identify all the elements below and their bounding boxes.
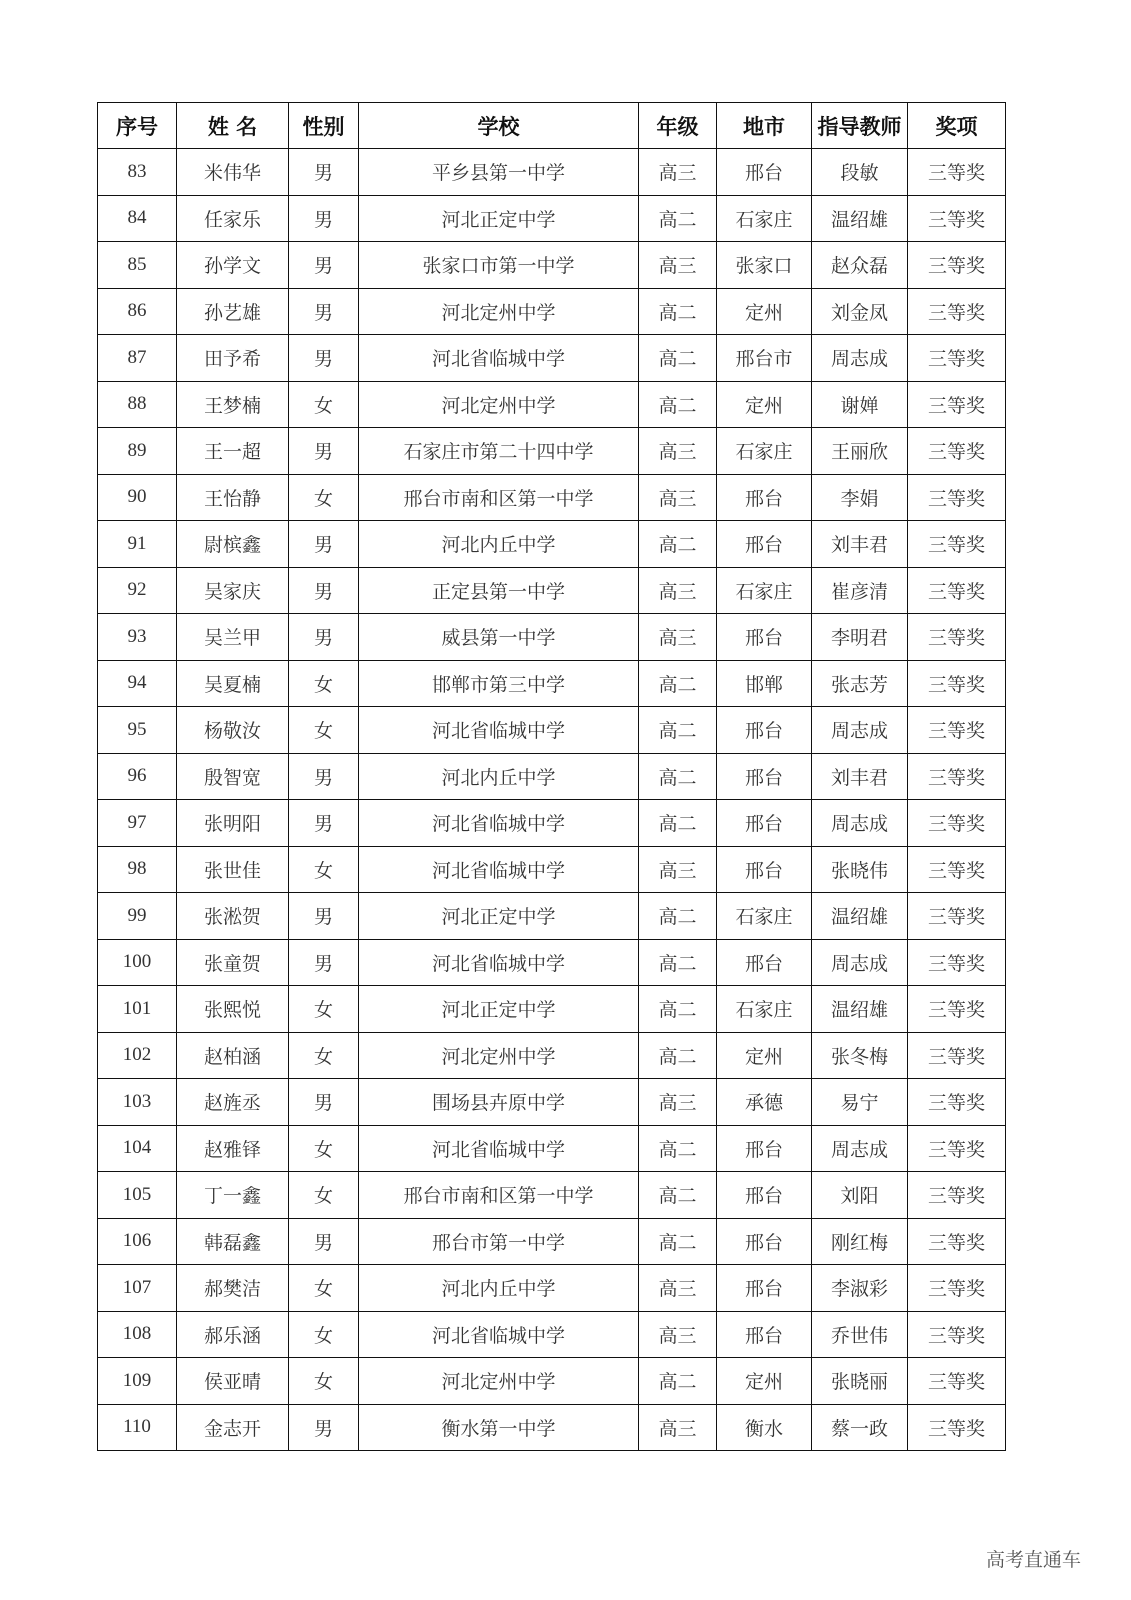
cell-index: 108 bbox=[98, 1311, 177, 1358]
cell-name: 王梦楠 bbox=[177, 381, 289, 428]
cell-gender: 男 bbox=[289, 335, 359, 382]
cell-name: 孙艺雄 bbox=[177, 288, 289, 335]
cell-gender: 女 bbox=[289, 1358, 359, 1405]
cell-award: 三等奖 bbox=[908, 1125, 1006, 1172]
cell-city: 衡水 bbox=[717, 1404, 812, 1451]
cell-grade: 高三 bbox=[639, 149, 717, 196]
cell-award: 三等奖 bbox=[908, 335, 1006, 382]
cell-award: 三等奖 bbox=[908, 753, 1006, 800]
cell-name: 张明阳 bbox=[177, 800, 289, 847]
cell-name: 杨敬汝 bbox=[177, 707, 289, 754]
cell-gender: 男 bbox=[289, 567, 359, 614]
header-advisor: 指导教师 bbox=[812, 103, 908, 149]
cell-index: 106 bbox=[98, 1218, 177, 1265]
cell-index: 100 bbox=[98, 939, 177, 986]
cell-index: 101 bbox=[98, 986, 177, 1033]
cell-name: 张童贺 bbox=[177, 939, 289, 986]
cell-index: 110 bbox=[98, 1404, 177, 1451]
cell-grade: 高二 bbox=[639, 195, 717, 242]
cell-city: 邢台 bbox=[717, 474, 812, 521]
cell-award: 三等奖 bbox=[908, 660, 1006, 707]
cell-award: 三等奖 bbox=[908, 1311, 1006, 1358]
cell-city: 石家庄 bbox=[717, 986, 812, 1033]
cell-advisor: 刘金凤 bbox=[812, 288, 908, 335]
cell-school: 石家庄市第二十四中学 bbox=[359, 428, 639, 475]
cell-city: 邢台 bbox=[717, 521, 812, 568]
cell-name: 侯亚晴 bbox=[177, 1358, 289, 1405]
cell-gender: 男 bbox=[289, 288, 359, 335]
table-row bbox=[98, 242, 1006, 289]
cell-name: 米伟华 bbox=[177, 149, 289, 196]
cell-gender: 男 bbox=[289, 753, 359, 800]
table-body bbox=[98, 149, 1006, 1451]
cell-index: 83 bbox=[98, 149, 177, 196]
cell-award: 三等奖 bbox=[908, 939, 1006, 986]
cell-school: 河北省临城中学 bbox=[359, 846, 639, 893]
cell-city: 邢台 bbox=[717, 707, 812, 754]
cell-name: 吴家庆 bbox=[177, 567, 289, 614]
cell-gender: 女 bbox=[289, 381, 359, 428]
header-grade: 年级 bbox=[639, 103, 717, 149]
cell-award: 三等奖 bbox=[908, 1032, 1006, 1079]
cell-grade: 高二 bbox=[639, 939, 717, 986]
cell-advisor: 李淑彩 bbox=[812, 1265, 908, 1312]
cell-index: 98 bbox=[98, 846, 177, 893]
cell-index: 104 bbox=[98, 1125, 177, 1172]
cell-grade: 高三 bbox=[639, 474, 717, 521]
cell-school: 河北正定中学 bbox=[359, 986, 639, 1033]
cell-name: 孙学文 bbox=[177, 242, 289, 289]
cell-school: 围场县卉原中学 bbox=[359, 1079, 639, 1126]
cell-city: 邢台 bbox=[717, 1125, 812, 1172]
cell-city: 邢台 bbox=[717, 614, 812, 661]
cell-index: 109 bbox=[98, 1358, 177, 1405]
cell-school: 邢台市南和区第一中学 bbox=[359, 474, 639, 521]
cell-award: 三等奖 bbox=[908, 195, 1006, 242]
cell-award: 三等奖 bbox=[908, 614, 1006, 661]
table-row bbox=[98, 567, 1006, 614]
cell-advisor: 赵众磊 bbox=[812, 242, 908, 289]
cell-city: 邢台 bbox=[717, 1311, 812, 1358]
cell-award: 三等奖 bbox=[908, 521, 1006, 568]
cell-gender: 男 bbox=[289, 195, 359, 242]
cell-index: 86 bbox=[98, 288, 177, 335]
cell-grade: 高三 bbox=[639, 614, 717, 661]
header-gender: 性别 bbox=[289, 103, 359, 149]
cell-school: 河北定州中学 bbox=[359, 381, 639, 428]
cell-gender: 男 bbox=[289, 242, 359, 289]
cell-city: 邢台 bbox=[717, 149, 812, 196]
cell-award: 三等奖 bbox=[908, 846, 1006, 893]
table-row bbox=[98, 1218, 1006, 1265]
cell-city: 邢台 bbox=[717, 753, 812, 800]
table-row bbox=[98, 1125, 1006, 1172]
cell-gender: 男 bbox=[289, 1079, 359, 1126]
cell-gender: 女 bbox=[289, 986, 359, 1033]
cell-city: 定州 bbox=[717, 288, 812, 335]
cell-award: 三等奖 bbox=[908, 381, 1006, 428]
cell-index: 95 bbox=[98, 707, 177, 754]
cell-grade: 高二 bbox=[639, 893, 717, 940]
cell-advisor: 温绍雄 bbox=[812, 893, 908, 940]
header-school: 学校 bbox=[359, 103, 639, 149]
cell-advisor: 蔡一政 bbox=[812, 1404, 908, 1451]
cell-city: 石家庄 bbox=[717, 567, 812, 614]
cell-award: 三等奖 bbox=[908, 149, 1006, 196]
table-row bbox=[98, 1079, 1006, 1126]
cell-advisor: 温绍雄 bbox=[812, 986, 908, 1033]
cell-index: 89 bbox=[98, 428, 177, 475]
cell-school: 河北省临城中学 bbox=[359, 707, 639, 754]
table-row bbox=[98, 939, 1006, 986]
cell-grade: 高二 bbox=[639, 288, 717, 335]
table-row bbox=[98, 149, 1006, 196]
cell-advisor: 段敏 bbox=[812, 149, 908, 196]
cell-name: 张淞贺 bbox=[177, 893, 289, 940]
cell-school: 河北省临城中学 bbox=[359, 1125, 639, 1172]
cell-grade: 高二 bbox=[639, 1218, 717, 1265]
cell-advisor: 乔世伟 bbox=[812, 1311, 908, 1358]
cell-gender: 男 bbox=[289, 521, 359, 568]
cell-school: 正定县第一中学 bbox=[359, 567, 639, 614]
cell-gender: 女 bbox=[289, 1032, 359, 1079]
header-award: 奖项 bbox=[908, 103, 1006, 149]
cell-city: 定州 bbox=[717, 1032, 812, 1079]
cell-advisor: 李明君 bbox=[812, 614, 908, 661]
cell-school: 河北定州中学 bbox=[359, 1032, 639, 1079]
cell-gender: 男 bbox=[289, 614, 359, 661]
cell-advisor: 易宁 bbox=[812, 1079, 908, 1126]
table-row bbox=[98, 986, 1006, 1033]
table-row bbox=[98, 1311, 1006, 1358]
table-row bbox=[98, 893, 1006, 940]
cell-index: 84 bbox=[98, 195, 177, 242]
cell-school: 河北内丘中学 bbox=[359, 753, 639, 800]
cell-school: 河北定州中学 bbox=[359, 1358, 639, 1405]
cell-city: 石家庄 bbox=[717, 893, 812, 940]
awards-table bbox=[97, 102, 1006, 1451]
cell-name: 张熙悦 bbox=[177, 986, 289, 1033]
cell-index: 90 bbox=[98, 474, 177, 521]
table-row bbox=[98, 614, 1006, 661]
cell-school: 威县第一中学 bbox=[359, 614, 639, 661]
cell-award: 三等奖 bbox=[908, 1265, 1006, 1312]
cell-name: 尉槟鑫 bbox=[177, 521, 289, 568]
cell-name: 郝乐涵 bbox=[177, 1311, 289, 1358]
cell-name: 赵雅铎 bbox=[177, 1125, 289, 1172]
cell-grade: 高二 bbox=[639, 1358, 717, 1405]
cell-school: 平乡县第一中学 bbox=[359, 149, 639, 196]
cell-gender: 男 bbox=[289, 149, 359, 196]
cell-grade: 高二 bbox=[639, 1172, 717, 1219]
cell-city: 邢台 bbox=[717, 1172, 812, 1219]
cell-award: 三等奖 bbox=[908, 1218, 1006, 1265]
cell-award: 三等奖 bbox=[908, 1079, 1006, 1126]
cell-grade: 高二 bbox=[639, 753, 717, 800]
cell-index: 107 bbox=[98, 1265, 177, 1312]
cell-award: 三等奖 bbox=[908, 428, 1006, 475]
cell-award: 三等奖 bbox=[908, 242, 1006, 289]
cell-advisor: 周志成 bbox=[812, 800, 908, 847]
cell-gender: 男 bbox=[289, 939, 359, 986]
header-city: 地市 bbox=[717, 103, 812, 149]
cell-index: 91 bbox=[98, 521, 177, 568]
cell-name: 王一超 bbox=[177, 428, 289, 475]
cell-index: 102 bbox=[98, 1032, 177, 1079]
cell-school: 河北省临城中学 bbox=[359, 335, 639, 382]
cell-index: 103 bbox=[98, 1079, 177, 1126]
cell-school: 邢台市南和区第一中学 bbox=[359, 1172, 639, 1219]
cell-grade: 高三 bbox=[639, 846, 717, 893]
cell-grade: 高二 bbox=[639, 335, 717, 382]
cell-gender: 男 bbox=[289, 1218, 359, 1265]
table-row bbox=[98, 1358, 1006, 1405]
cell-school: 河北定州中学 bbox=[359, 288, 639, 335]
cell-advisor: 王丽欣 bbox=[812, 428, 908, 475]
table-row bbox=[98, 381, 1006, 428]
cell-school: 河北正定中学 bbox=[359, 195, 639, 242]
cell-index: 94 bbox=[98, 660, 177, 707]
cell-city: 邢台 bbox=[717, 939, 812, 986]
cell-advisor: 刚红梅 bbox=[812, 1218, 908, 1265]
cell-city: 邯郸 bbox=[717, 660, 812, 707]
cell-award: 三等奖 bbox=[908, 707, 1006, 754]
table-row bbox=[98, 335, 1006, 382]
table-row bbox=[98, 1265, 1006, 1312]
cell-gender: 男 bbox=[289, 893, 359, 940]
cell-award: 三等奖 bbox=[908, 800, 1006, 847]
cell-school: 邢台市第一中学 bbox=[359, 1218, 639, 1265]
cell-school: 河北省临城中学 bbox=[359, 1311, 639, 1358]
cell-city: 承德 bbox=[717, 1079, 812, 1126]
cell-index: 97 bbox=[98, 800, 177, 847]
cell-award: 三等奖 bbox=[908, 986, 1006, 1033]
cell-advisor: 张晓伟 bbox=[812, 846, 908, 893]
cell-name: 任家乐 bbox=[177, 195, 289, 242]
header-index: 序号 bbox=[98, 103, 177, 149]
cell-gender: 女 bbox=[289, 1125, 359, 1172]
cell-advisor: 谢婵 bbox=[812, 381, 908, 428]
table-row bbox=[98, 288, 1006, 335]
watermark-text: 高考直通车 bbox=[985, 1549, 1081, 1571]
cell-gender: 男 bbox=[289, 800, 359, 847]
cell-index: 93 bbox=[98, 614, 177, 661]
cell-school: 河北内丘中学 bbox=[359, 521, 639, 568]
cell-city: 石家庄 bbox=[717, 428, 812, 475]
cell-city: 定州 bbox=[717, 381, 812, 428]
cell-name: 殷智宽 bbox=[177, 753, 289, 800]
cell-advisor: 张志芳 bbox=[812, 660, 908, 707]
cell-gender: 女 bbox=[289, 474, 359, 521]
cell-school: 河北省临城中学 bbox=[359, 939, 639, 986]
table-row bbox=[98, 521, 1006, 568]
table-row bbox=[98, 707, 1006, 754]
cell-gender: 女 bbox=[289, 846, 359, 893]
cell-gender: 女 bbox=[289, 660, 359, 707]
cell-name: 赵旌丞 bbox=[177, 1079, 289, 1126]
cell-school: 衡水第一中学 bbox=[359, 1404, 639, 1451]
cell-grade: 高二 bbox=[639, 660, 717, 707]
cell-award: 三等奖 bbox=[908, 1404, 1006, 1451]
cell-grade: 高三 bbox=[639, 567, 717, 614]
cell-grade: 高二 bbox=[639, 1032, 717, 1079]
cell-gender: 女 bbox=[289, 1311, 359, 1358]
cell-city: 邢台 bbox=[717, 1265, 812, 1312]
table-header-row bbox=[98, 103, 1006, 149]
table-row bbox=[98, 1032, 1006, 1079]
cell-grade: 高二 bbox=[639, 800, 717, 847]
cell-advisor: 周志成 bbox=[812, 1125, 908, 1172]
cell-advisor: 刘丰君 bbox=[812, 753, 908, 800]
cell-grade: 高三 bbox=[639, 1404, 717, 1451]
cell-award: 三等奖 bbox=[908, 288, 1006, 335]
cell-advisor: 崔彦清 bbox=[812, 567, 908, 614]
table-row bbox=[98, 1172, 1006, 1219]
cell-index: 88 bbox=[98, 381, 177, 428]
cell-grade: 高三 bbox=[639, 428, 717, 475]
cell-grade: 高二 bbox=[639, 707, 717, 754]
cell-grade: 高二 bbox=[639, 1125, 717, 1172]
cell-city: 邢台 bbox=[717, 800, 812, 847]
cell-name: 韩磊鑫 bbox=[177, 1218, 289, 1265]
cell-grade: 高三 bbox=[639, 1265, 717, 1312]
cell-index: 87 bbox=[98, 335, 177, 382]
table-row bbox=[98, 800, 1006, 847]
cell-index: 105 bbox=[98, 1172, 177, 1219]
cell-school: 邯郸市第三中学 bbox=[359, 660, 639, 707]
cell-grade: 高二 bbox=[639, 381, 717, 428]
table-row bbox=[98, 660, 1006, 707]
cell-city: 石家庄 bbox=[717, 195, 812, 242]
table-row bbox=[98, 846, 1006, 893]
cell-name: 丁一鑫 bbox=[177, 1172, 289, 1219]
cell-gender: 女 bbox=[289, 1172, 359, 1219]
cell-award: 三等奖 bbox=[908, 893, 1006, 940]
cell-name: 田予希 bbox=[177, 335, 289, 382]
table-row bbox=[98, 474, 1006, 521]
cell-school: 河北内丘中学 bbox=[359, 1265, 639, 1312]
cell-index: 92 bbox=[98, 567, 177, 614]
cell-advisor: 李娟 bbox=[812, 474, 908, 521]
cell-name: 吴夏楠 bbox=[177, 660, 289, 707]
cell-name: 金志开 bbox=[177, 1404, 289, 1451]
cell-advisor: 周志成 bbox=[812, 335, 908, 382]
cell-school: 河北正定中学 bbox=[359, 893, 639, 940]
cell-city: 定州 bbox=[717, 1358, 812, 1405]
cell-grade: 高三 bbox=[639, 242, 717, 289]
cell-grade: 高二 bbox=[639, 986, 717, 1033]
table-row bbox=[98, 195, 1006, 242]
cell-city: 邢台 bbox=[717, 1218, 812, 1265]
cell-advisor: 刘丰君 bbox=[812, 521, 908, 568]
cell-grade: 高三 bbox=[639, 1079, 717, 1126]
cell-city: 邢台市 bbox=[717, 335, 812, 382]
cell-name: 王怡静 bbox=[177, 474, 289, 521]
cell-award: 三等奖 bbox=[908, 1358, 1006, 1405]
cell-advisor: 周志成 bbox=[812, 939, 908, 986]
cell-index: 96 bbox=[98, 753, 177, 800]
table-row bbox=[98, 1404, 1006, 1451]
cell-advisor: 张冬梅 bbox=[812, 1032, 908, 1079]
cell-gender: 男 bbox=[289, 428, 359, 475]
cell-advisor: 刘阳 bbox=[812, 1172, 908, 1219]
cell-grade: 高三 bbox=[639, 1311, 717, 1358]
cell-name: 赵柏涵 bbox=[177, 1032, 289, 1079]
cell-award: 三等奖 bbox=[908, 474, 1006, 521]
table-row bbox=[98, 428, 1006, 475]
cell-advisor: 温绍雄 bbox=[812, 195, 908, 242]
cell-advisor: 周志成 bbox=[812, 707, 908, 754]
cell-advisor: 张晓丽 bbox=[812, 1358, 908, 1405]
cell-index: 99 bbox=[98, 893, 177, 940]
cell-city: 张家口 bbox=[717, 242, 812, 289]
cell-name: 张世佳 bbox=[177, 846, 289, 893]
table-row bbox=[98, 753, 1006, 800]
cell-index: 85 bbox=[98, 242, 177, 289]
cell-award: 三等奖 bbox=[908, 1172, 1006, 1219]
cell-gender: 女 bbox=[289, 707, 359, 754]
cell-school: 河北省临城中学 bbox=[359, 800, 639, 847]
cell-gender: 女 bbox=[289, 1265, 359, 1312]
cell-award: 三等奖 bbox=[908, 567, 1006, 614]
cell-gender: 男 bbox=[289, 1404, 359, 1451]
header-name: 姓 名 bbox=[177, 103, 289, 149]
cell-name: 吴兰甲 bbox=[177, 614, 289, 661]
cell-city: 邢台 bbox=[717, 846, 812, 893]
cell-school: 张家口市第一中学 bbox=[359, 242, 639, 289]
cell-name: 郝樊洁 bbox=[177, 1265, 289, 1312]
cell-grade: 高二 bbox=[639, 521, 717, 568]
